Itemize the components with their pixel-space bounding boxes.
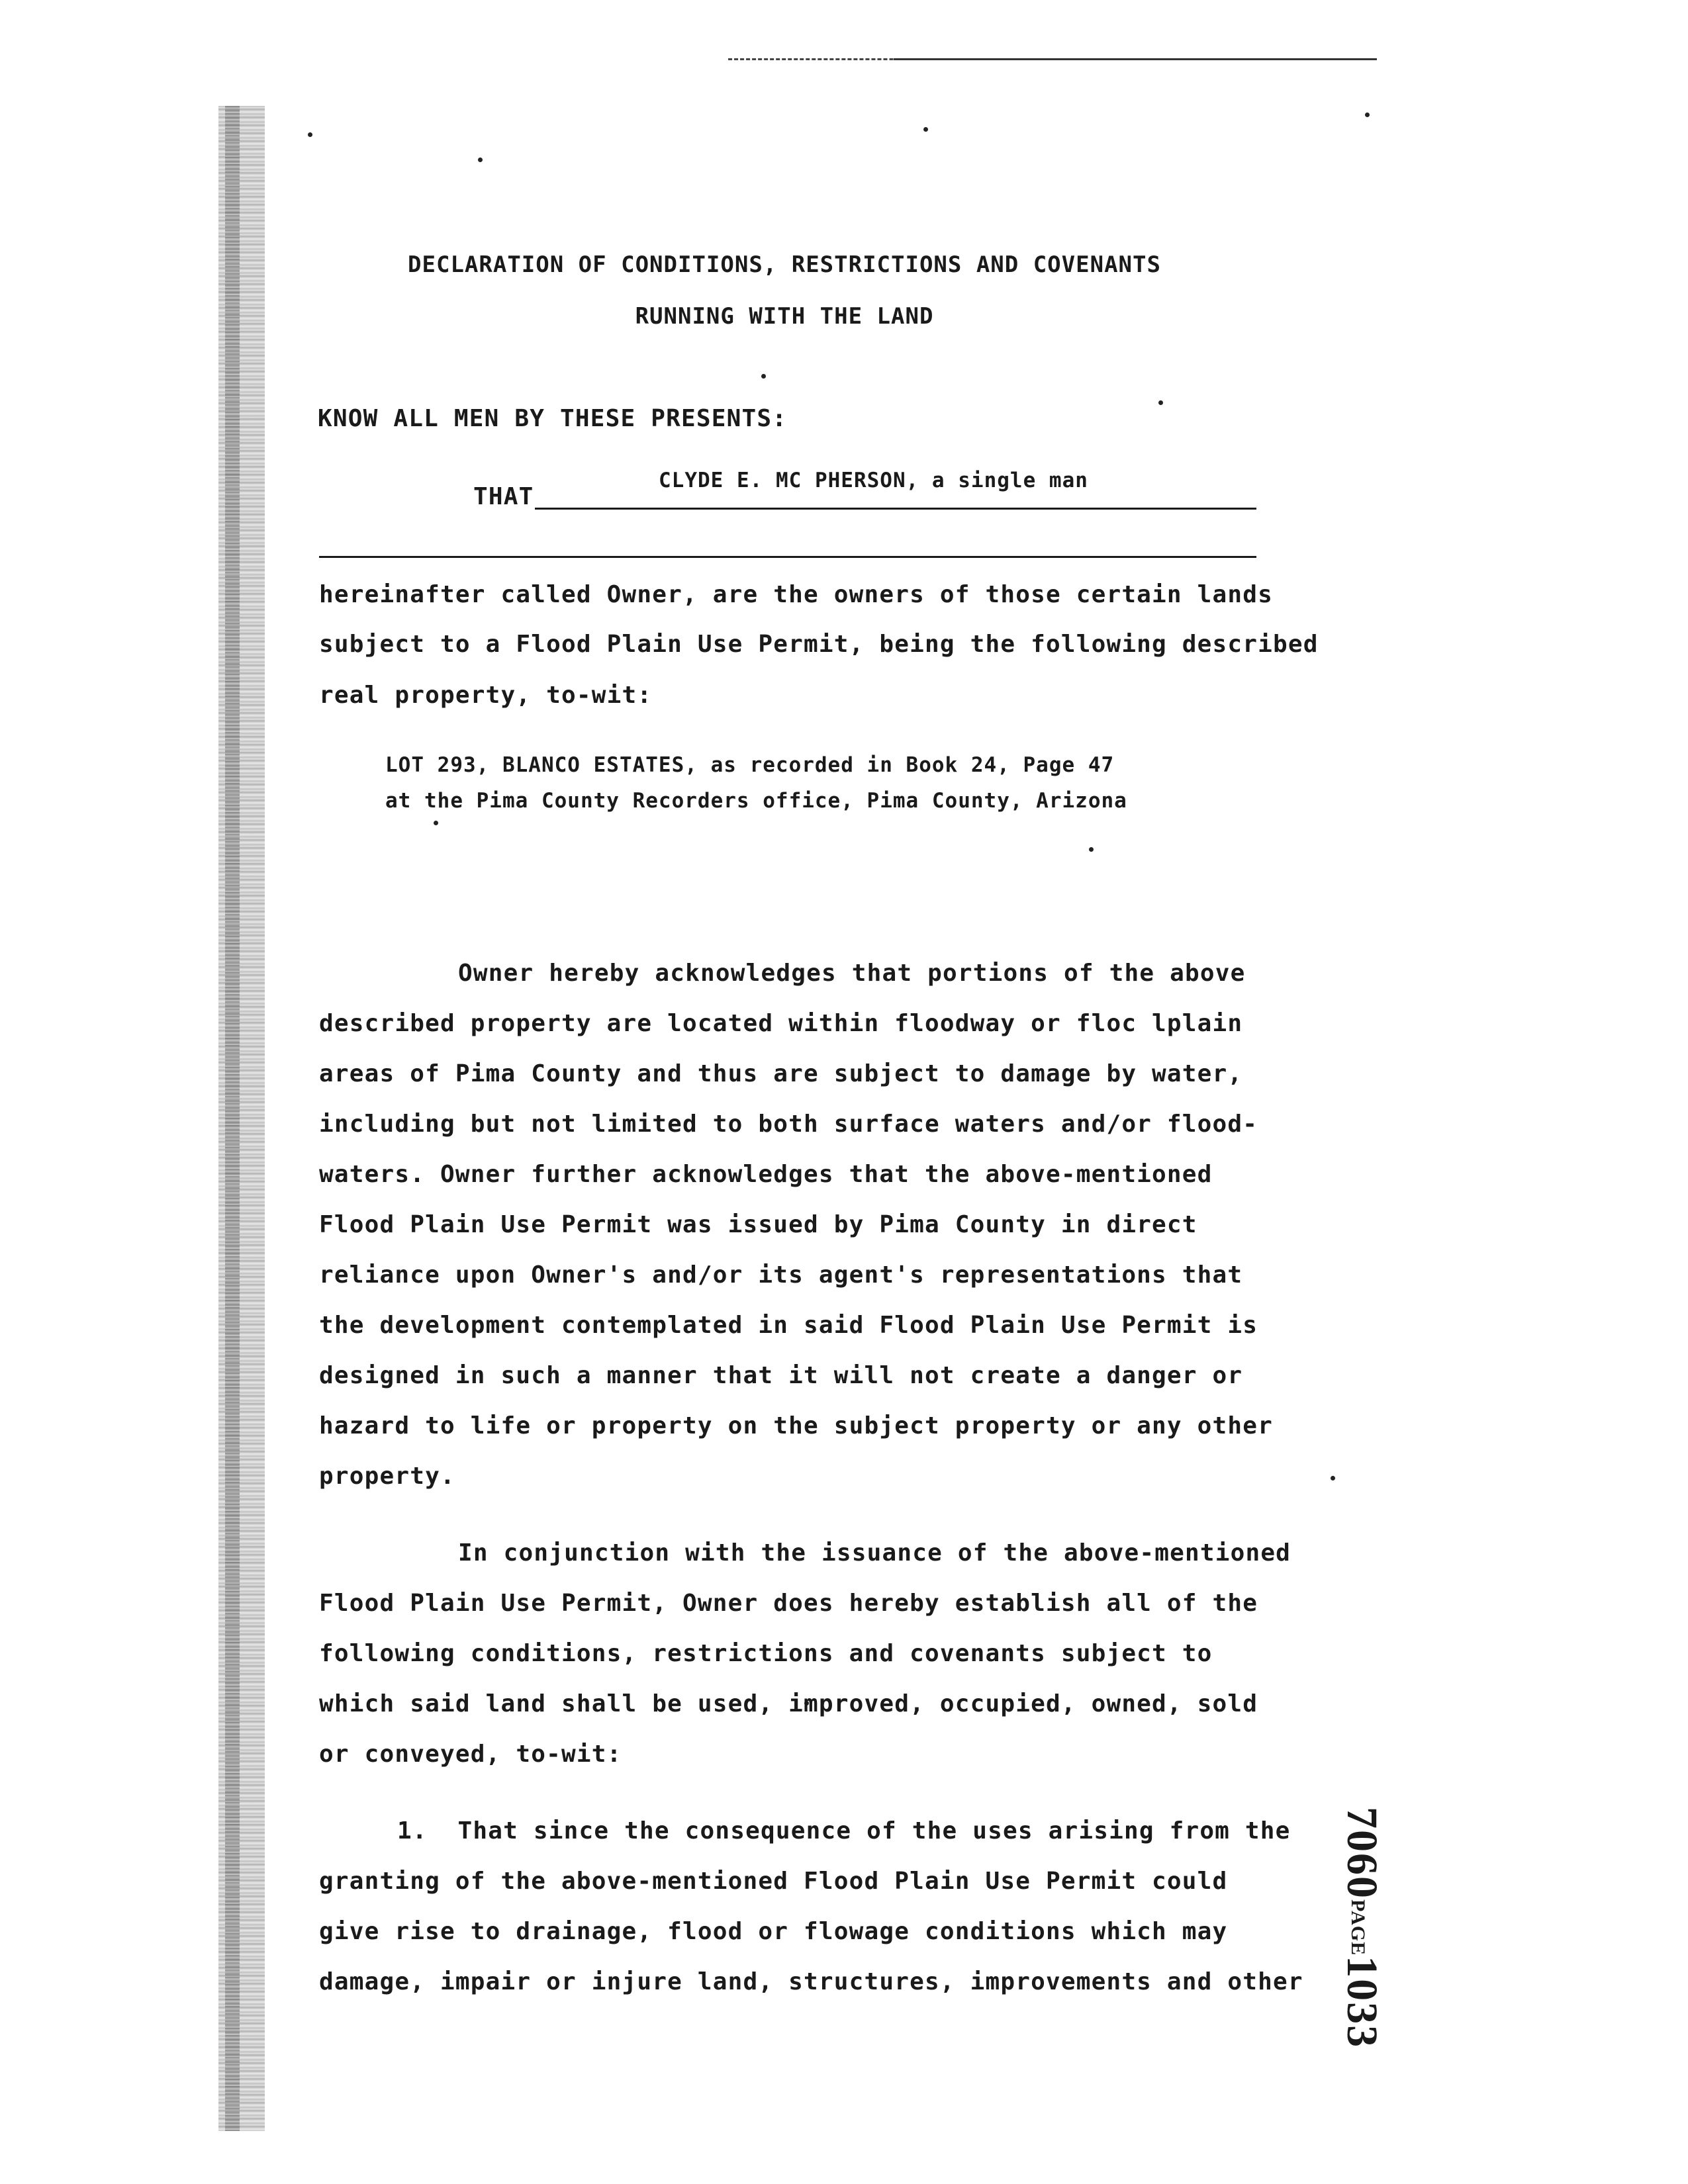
scan-top-line [894, 58, 1377, 60]
paragraph-line: property. [319, 1463, 455, 1490]
scan-edge-binding [225, 106, 240, 2131]
blank-line [319, 556, 1256, 558]
paragraph-line: including but not limited to both surface waters and/or flood- [319, 1111, 1258, 1138]
paragraph-line: areas of Pima County and thus are subject to damage by water, [319, 1060, 1243, 1087]
greeting: KNOW ALL MEN BY THESE PRESENTS: [318, 405, 788, 432]
paragraph-line: Flood Plain Use Permit was issued by Pima County in direct [319, 1211, 1197, 1238]
legal-description-line: LOT 293, BLANCO ESTATES, as recorded in Book 24, Page 47 [385, 753, 1115, 777]
docket-number: 7060 [1338, 1807, 1386, 1899]
scan-speck [308, 132, 312, 137]
page-label: PAGE [1347, 1899, 1370, 1956]
scan-speck [761, 374, 766, 379]
numbered-clause-line: damage, impair or injure land, structures, improvements and other [319, 1968, 1303, 1995]
that-label: THAT [473, 483, 534, 510]
document-title: DECLARATION OF CONDITIONS, RESTRICTIONS AND COVENANTS [408, 251, 1161, 278]
numbered-clause-line: give rise to drainage, flood or flowage conditions which may [319, 1918, 1228, 1945]
scan-speck [1089, 847, 1094, 852]
paragraph-line: reliance upon Owner's and/or its agent's representations that [319, 1261, 1243, 1289]
paragraph-line: or conveyed, to-wit: [319, 1741, 622, 1768]
intro-line: subject to a Flood Plain Use Permit, being the following described [319, 631, 1319, 658]
paragraph-line: which said land shall be used, improved, occupied, owned, sold [319, 1690, 1258, 1717]
numbered-clause-line: 1. That since the consequence of the uses arising from the [397, 1817, 1291, 1844]
paragraph-line: hazard to life or property on the subject property or any other [319, 1412, 1274, 1439]
paragraph-line: In conjunction with the issuance of the above-mentioned [458, 1539, 1291, 1567]
intro-line: real property, to-wit: [319, 682, 653, 709]
numbered-clause-line: granting of the above-mentioned Flood Plain Use Permit could [319, 1868, 1228, 1895]
scan-speck [1365, 113, 1370, 117]
document-subtitle: RUNNING WITH THE LAND [635, 303, 934, 330]
recorder-stamp [1334, 1807, 1387, 2049]
owner-name-underline [535, 508, 1256, 510]
scan-speck [1331, 1476, 1335, 1480]
paragraph-line: designed in such a manner that it will not create a danger or [319, 1362, 1243, 1389]
scan-speck [478, 158, 483, 162]
legal-description-line: at the Pima County Recorders office, Pima County, Arizona [385, 789, 1127, 813]
paragraph-line: Owner hereby acknowledges that portions of the above [458, 960, 1246, 987]
paragraph-line: waters. Owner further acknowledges that the above-mentioned [319, 1161, 1213, 1188]
scan-speck [434, 821, 438, 825]
owner-name: CLYDE E. MC PHERSON, a single man [659, 469, 1088, 492]
paragraph-line: Flood Plain Use Permit, Owner does hereby establish all of the [319, 1590, 1258, 1617]
paragraph-line: described property are located within floodway or floc lplain [319, 1010, 1243, 1037]
intro-line: hereinafter called Owner, are the owners of those certain lands [319, 581, 1274, 608]
scan-speck [1158, 400, 1163, 405]
paragraph-line: following conditions, restrictions and covenants subject to [319, 1640, 1213, 1667]
scan-speck [923, 127, 928, 132]
page-number: 1033 [1338, 1956, 1386, 2049]
paragraph-line: the development contemplated in said Flood Plain Use Permit is [319, 1312, 1258, 1339]
